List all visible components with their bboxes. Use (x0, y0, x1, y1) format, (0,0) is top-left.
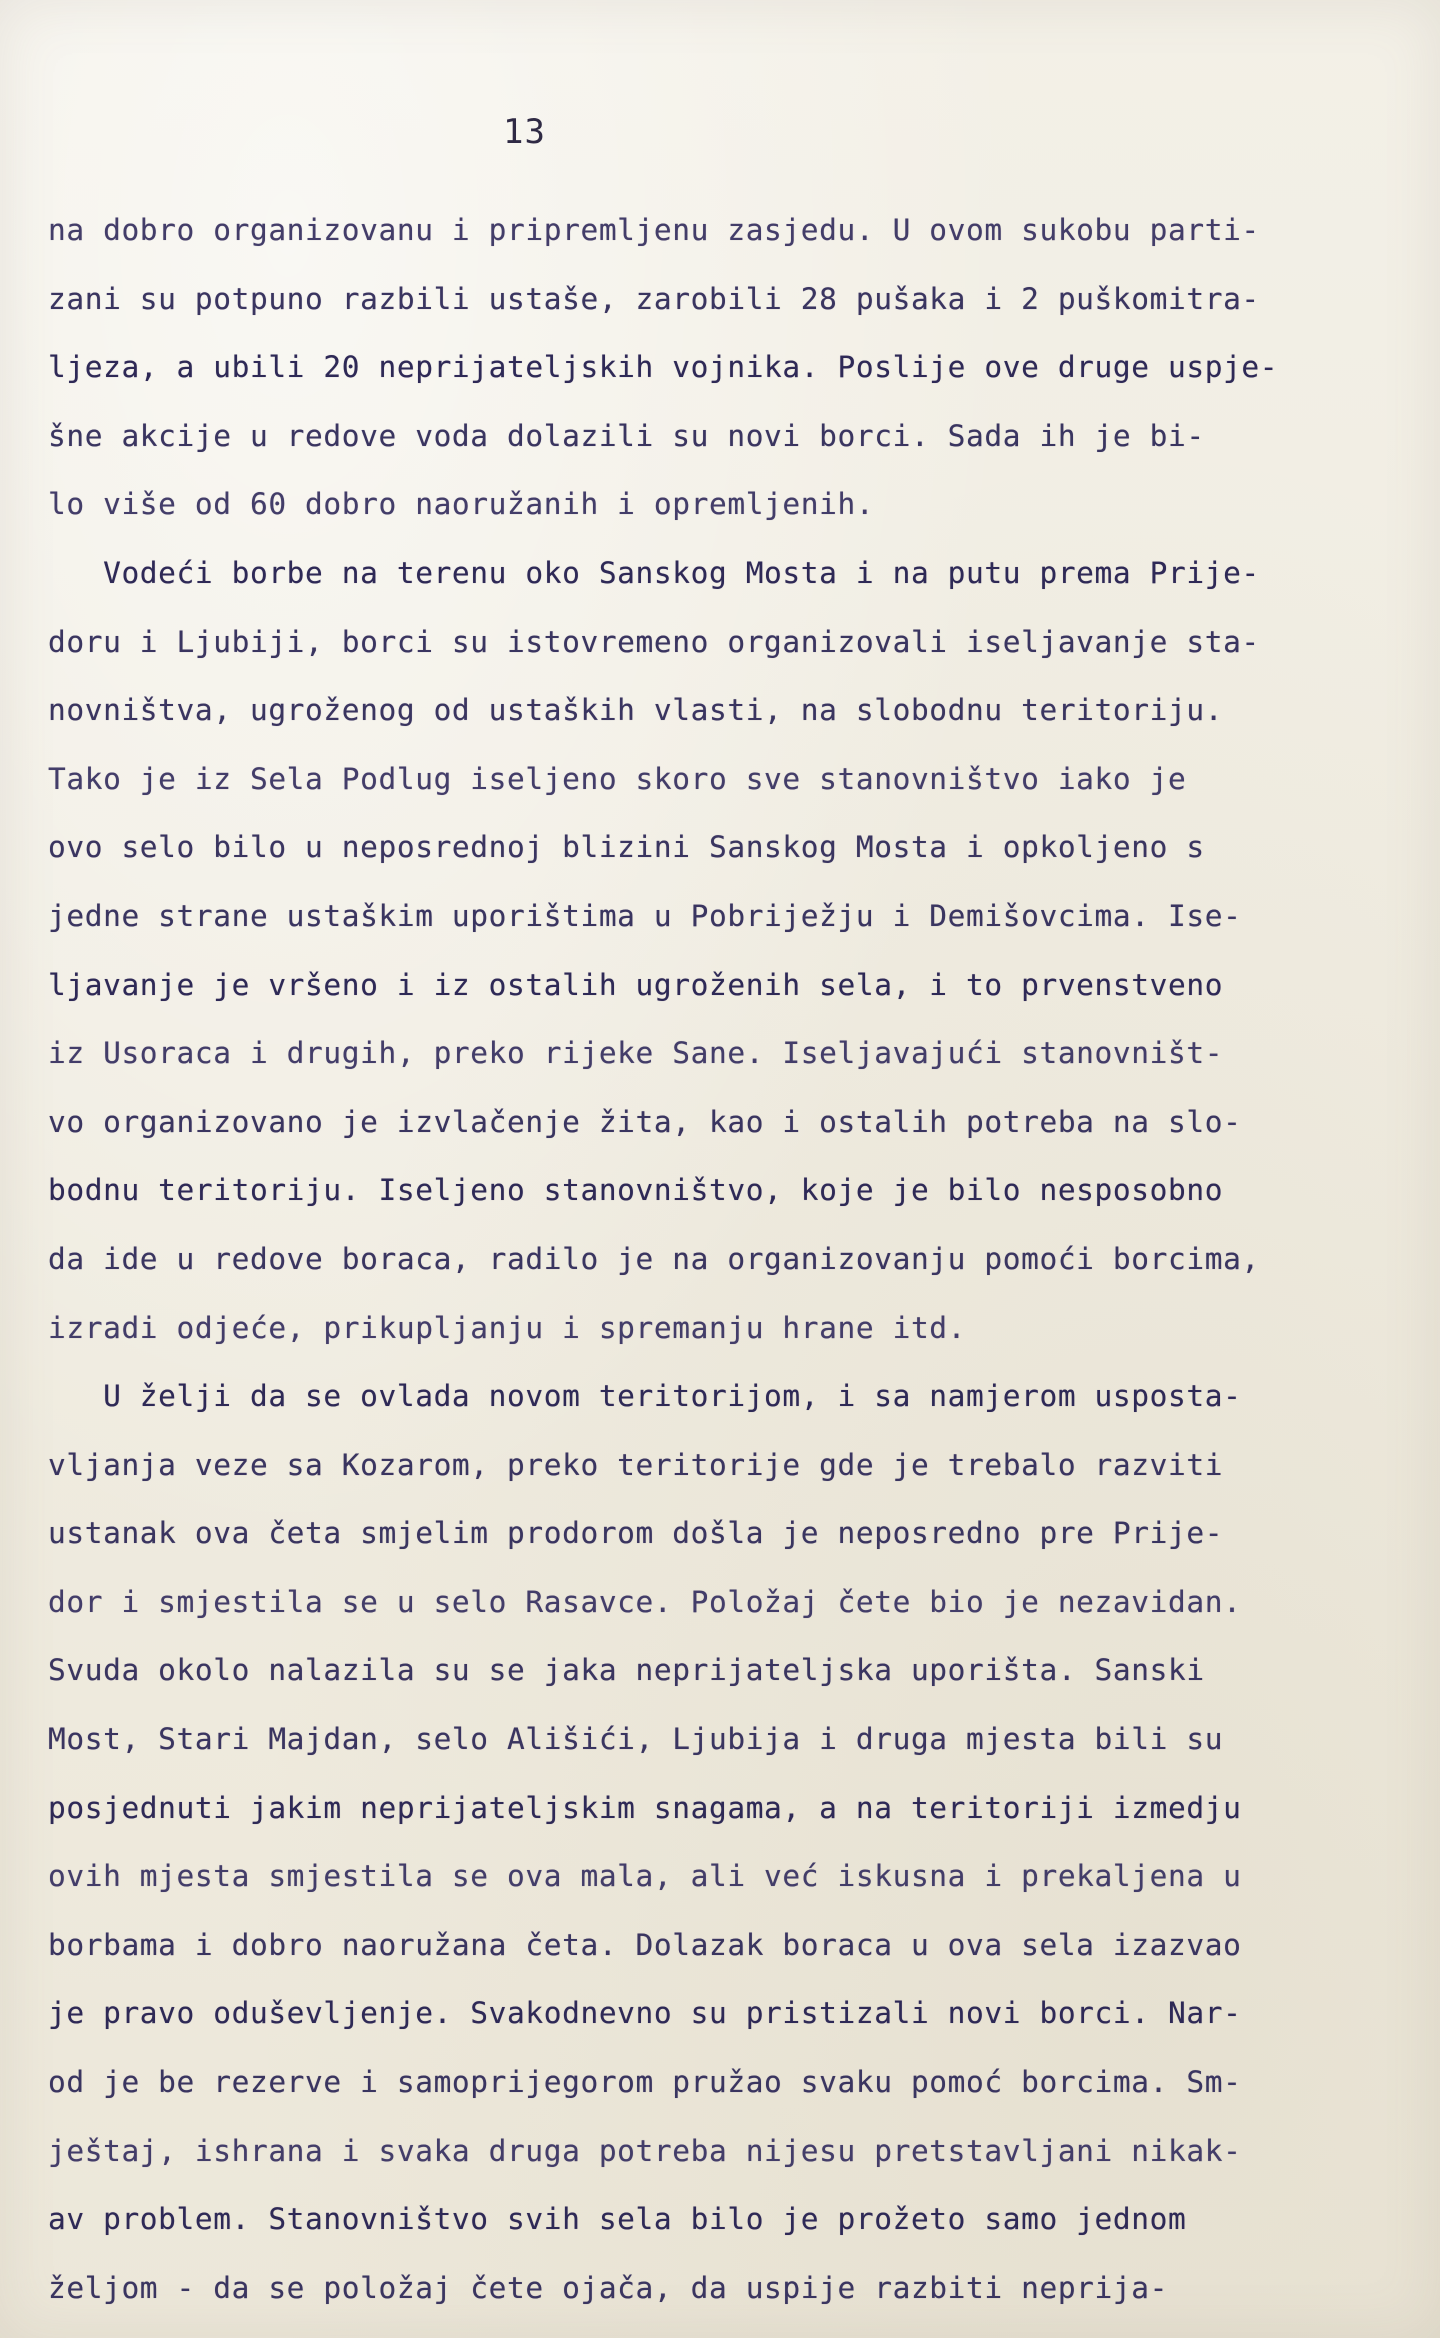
line-text: iz Usoraca i drugih, preko rijeke Sane. Iseljavajući stanovništ- (48, 1036, 1224, 1071)
text-line (48, 539, 1418, 608)
line-text: lo više od 60 dobro naoružanih i opremljenih. (48, 487, 875, 522)
text-line (48, 882, 1418, 951)
line-text: Most, Stari Majdan, selo Ališići, Ljubija i druga mjesta bili su (48, 1722, 1224, 1757)
text-line (48, 1979, 1418, 2048)
line-text: ovo selo bilo u neposrednoj blizini Sanskog Mosta i opkoljeno s (48, 830, 1205, 865)
text-line (48, 402, 1418, 471)
line-text: Svuda okolo nalazila su se jaka neprijateljska uporišta. Sanski (48, 1653, 1205, 1688)
text-line (48, 333, 1418, 402)
line-text: na dobro organizovanu i pripremljenu zasjedu. U ovom sukobu parti- (48, 213, 1260, 247)
text-line (48, 2185, 1418, 2254)
line-text: ještaj, ishrana i svaka druga potreba nijesu pretstavljani nikak- (48, 2133, 1242, 2168)
text-line (48, 1088, 1418, 1157)
line-text: vljanja veze sa Kozarom, preko teritorije gde je trebalo razviti (48, 1447, 1224, 1482)
text-line (48, 1294, 1418, 1363)
text-line (48, 1568, 1418, 1637)
line-text: izradi odjeće, prikupljanju i spremanju hrane itd. (48, 1310, 967, 1345)
text-line (48, 745, 1418, 814)
text-line (48, 265, 1418, 334)
line-text: Tako je iz Sela Podlug iseljeno skoro sve stanovništvo iako je (48, 761, 1187, 796)
line-text: ustanak ova četa smjelim prodorom došla je neposredno pre Prije- (48, 1516, 1224, 1551)
text-line (48, 813, 1418, 882)
text-line (48, 1842, 1418, 1911)
text-line (48, 1499, 1418, 1568)
text-line (48, 2117, 1418, 2186)
text-line (48, 470, 1418, 539)
line-text: vo organizovano je izvlačenje žita, kao i ostalih potreba na slo- (48, 1104, 1242, 1139)
text-line (48, 1636, 1418, 1705)
line-text: novništva, ugroženog od ustaških vlasti, na slobodnu teritoriju. (48, 693, 1224, 728)
line-text: Vodeći borbe na terenu oko Sanskog Mosta i na putu prema Prije- (48, 555, 1260, 590)
line-text: borbama i dobro naoružana četa. Dolazak boraca u ova sela izazvao (48, 1927, 1242, 1962)
text-line (48, 1911, 1418, 1980)
line-text: U želji da se ovlada novom teritorijom, i sa namjerom usposta- (48, 1379, 1242, 1414)
line-text: ovih mjesta smjestila se ova mala, ali već iskusna i prekaljena u (48, 1859, 1242, 1894)
line-text: jedne strane ustaškim uporištima u Pobriježju i Demišovcima. Ise- (48, 898, 1242, 933)
line-text: posjednuti jakim neprijateljskim snagama, a na teritoriji izmedju (48, 1790, 1242, 1825)
page-number: 13 (503, 112, 546, 152)
text-line (48, 1774, 1418, 1843)
typewritten-body (48, 196, 1418, 2322)
line-text: bodnu teritoriju. Iseljeno stanovništvo, koje je bilo nesposobno (48, 1173, 1224, 1208)
text-line (48, 1362, 1418, 1431)
line-text: željom - da se položaj čete ojača, da uspije razbiti neprija- (48, 2270, 1168, 2305)
line-text: od je be rezerve i samoprijegorom pružao svaku pomoć borcima. Sm- (48, 2065, 1242, 2100)
line-text: dor i smjestila se u selo Rasavce. Položaj čete bio je nezavidan. (48, 1584, 1242, 1619)
text-line (48, 1156, 1418, 1225)
text-line (48, 1705, 1418, 1774)
line-text: da ide u redove boraca, radilo je na organizovanju pomoći borcima, (48, 1241, 1260, 1276)
text-line (48, 608, 1418, 677)
text-line (48, 2048, 1418, 2117)
text-line (48, 196, 1418, 265)
line-text: šne akcije u redove voda dolazili su novi borci. Sada ih je bi- (48, 418, 1205, 453)
text-line (48, 1225, 1418, 1294)
text-line (48, 676, 1418, 745)
line-text: ljeza, a ubili 20 neprijateljskih vojnika. Poslije ove druge uspje- (48, 350, 1279, 385)
line-text: doru i Ljubiji, borci su istovremeno organizovali iseljavanje sta- (48, 624, 1260, 659)
text-line (48, 951, 1418, 1020)
line-text: je pravo oduševljenje. Svakodnevno su pristizali novi borci. Nar- (48, 1996, 1242, 2031)
line-text: zani su potpuno razbili ustaše, zarobili 28 pušaka i 2 puškomitra- (48, 281, 1260, 316)
line-text: ljavanje je vršeno i iz ostalih ugroženih sela, i to prvenstveno (48, 967, 1224, 1002)
text-line (48, 1431, 1418, 1500)
line-text: av problem. Stanovništvo svih sela bilo je prožeto samo jednom (48, 2202, 1187, 2237)
text-line (48, 2254, 1418, 2323)
text-line (48, 1019, 1418, 1088)
